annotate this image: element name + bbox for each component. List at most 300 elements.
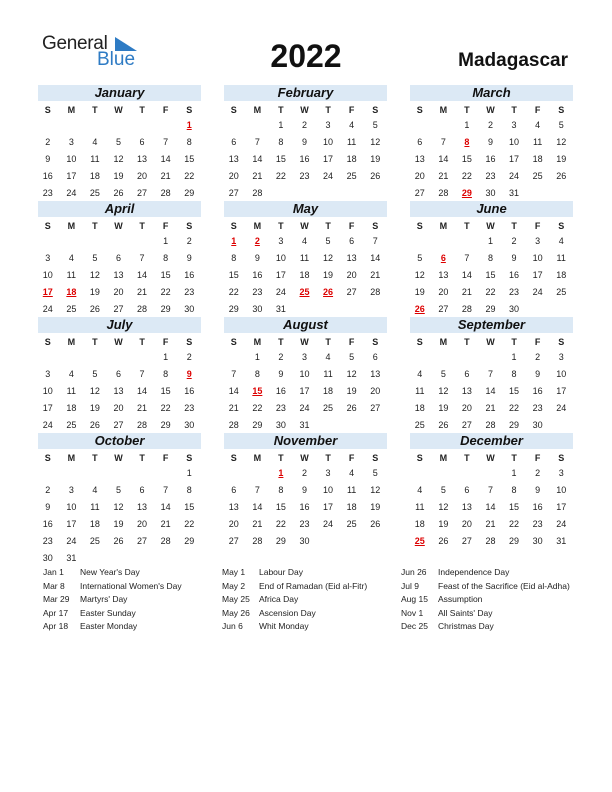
holiday-name: Feast of the Sacrifice (Eid al-Adha) xyxy=(438,580,570,591)
date-cell: 4 xyxy=(92,485,98,495)
holiday-date-label: Apr 18 xyxy=(43,621,69,632)
holiday-name: New Year's Day xyxy=(80,567,140,577)
holiday-item xyxy=(401,620,570,634)
holiday-date: 25 xyxy=(414,536,425,546)
date-cell: 2 xyxy=(186,352,192,362)
date-cell: 31 xyxy=(275,304,286,314)
date-cell: 22 xyxy=(184,171,195,181)
date-cell: 22 xyxy=(509,403,520,413)
weekday-label: F xyxy=(162,337,169,347)
holiday-name: Easter Monday xyxy=(80,621,138,632)
date-cell: 25 xyxy=(532,171,543,181)
date-cell: 29 xyxy=(228,304,239,314)
date-cell: 3 xyxy=(325,468,331,478)
date-cell: 17 xyxy=(42,403,53,413)
weekday-label: S xyxy=(558,337,565,347)
month-name: August xyxy=(224,317,387,333)
date-cell: 19 xyxy=(89,287,100,297)
holiday-date-label: May 26 xyxy=(222,607,250,618)
date-cell: 18 xyxy=(532,154,543,164)
date-cell: 8 xyxy=(511,369,517,379)
month-march xyxy=(410,85,573,202)
holiday-date-label: May 1 xyxy=(222,567,246,577)
date-cell: 24 xyxy=(66,536,77,546)
empty-cell xyxy=(83,349,107,366)
date-cell: 4 xyxy=(349,468,355,478)
empty-cell xyxy=(83,117,107,134)
weekday-label: T xyxy=(464,105,470,115)
empty-cell xyxy=(222,117,246,134)
holiday-name: Easter Sunday xyxy=(80,607,136,618)
weekday-label: M xyxy=(67,221,76,231)
empty-cell xyxy=(408,117,432,134)
date-cell: 2 xyxy=(45,485,51,495)
date-cell: 20 xyxy=(228,171,239,181)
date-cell: 5 xyxy=(372,120,378,130)
date-cell: 19 xyxy=(370,502,381,512)
month-october xyxy=(38,433,201,567)
holiday-name: End of Ramadan (Eid al-Fitr) xyxy=(259,580,368,591)
weekday-label: T xyxy=(92,221,98,231)
date-cell: 23 xyxy=(532,519,543,529)
weekday-label: W xyxy=(486,453,495,463)
weekday-label: M xyxy=(439,105,448,115)
month-july xyxy=(38,317,201,451)
date-cell: 11 xyxy=(415,502,425,512)
month-february xyxy=(224,85,387,202)
date-cell: 9 xyxy=(535,485,541,495)
date-cell: 7 xyxy=(254,485,260,495)
date-cell: 4 xyxy=(301,236,307,246)
weekday-label: W xyxy=(114,105,123,115)
date-cell: 30 xyxy=(42,553,53,563)
holiday-date: 2 xyxy=(254,236,260,246)
date-cell: 20 xyxy=(137,171,148,181)
date-cell: 24 xyxy=(66,188,77,198)
date-cell: 7 xyxy=(254,137,260,147)
date-cell: 25 xyxy=(346,171,357,181)
date-cell: 27 xyxy=(137,188,148,198)
empty-cell xyxy=(107,117,131,134)
date-cell: 8 xyxy=(163,369,169,379)
date-cell: 2 xyxy=(278,352,284,362)
date-cell: 3 xyxy=(45,369,51,379)
date-cell: 20 xyxy=(113,403,124,413)
date-cell: 6 xyxy=(231,137,237,147)
date-cell: 2 xyxy=(535,468,541,478)
date-cell: 27 xyxy=(461,420,472,430)
date-cell: 16 xyxy=(275,386,286,396)
date-cell: 21 xyxy=(370,270,381,280)
date-cell: 9 xyxy=(45,502,51,512)
date-cell: 17 xyxy=(299,386,310,396)
date-cell: 17 xyxy=(323,154,334,164)
weekday-label: F xyxy=(348,337,355,347)
date-cell: 12 xyxy=(89,386,100,396)
date-cell: 10 xyxy=(532,253,543,263)
date-cell: 20 xyxy=(461,403,472,413)
date-cell: 16 xyxy=(299,502,310,512)
date-cell: 21 xyxy=(160,171,171,181)
holiday-column xyxy=(401,566,570,634)
weekday-label: S xyxy=(44,105,51,115)
weekday-label: S xyxy=(44,337,51,347)
date-cell: 26 xyxy=(89,304,100,314)
empty-cell xyxy=(222,349,246,366)
date-cell: 21 xyxy=(160,519,171,529)
date-cell: 27 xyxy=(461,536,472,546)
date-cell: 14 xyxy=(160,154,171,164)
date-cell: 31 xyxy=(66,553,77,563)
weekday-label: S xyxy=(186,221,193,231)
date-cell: 10 xyxy=(509,137,520,147)
date-cell: 28 xyxy=(160,536,171,546)
date-cell: 5 xyxy=(325,236,331,246)
date-cell: 16 xyxy=(42,519,53,529)
empty-cell xyxy=(154,465,178,482)
weekday-label: W xyxy=(300,221,309,231)
empty-cell xyxy=(432,117,456,134)
holiday-name: Whit Monday xyxy=(259,621,309,632)
date-cell: 2 xyxy=(45,137,51,147)
month-june xyxy=(410,201,573,318)
weekday-label: S xyxy=(416,453,423,463)
date-cell: 12 xyxy=(89,270,100,280)
holiday-date: 1 xyxy=(186,120,192,130)
date-cell: 13 xyxy=(438,270,449,280)
date-cell: 18 xyxy=(299,270,310,280)
date-cell: 13 xyxy=(228,154,239,164)
date-cell: 11 xyxy=(90,154,100,164)
date-cell: 6 xyxy=(115,369,121,379)
holiday-column xyxy=(222,566,367,634)
date-cell: 22 xyxy=(160,403,171,413)
empty-cell xyxy=(479,465,503,482)
weekday-label: S xyxy=(186,453,193,463)
date-cell: 10 xyxy=(323,137,334,147)
holiday-date-label: Nov 1 xyxy=(401,607,424,618)
weekday-label: W xyxy=(486,221,495,231)
holiday-date: 26 xyxy=(323,287,334,297)
date-cell: 29 xyxy=(275,536,286,546)
date-cell: 15 xyxy=(485,270,496,280)
weekday-label: T xyxy=(278,105,284,115)
date-cell: 20 xyxy=(438,287,449,297)
date-cell: 30 xyxy=(252,304,263,314)
date-cell: 24 xyxy=(556,519,567,529)
date-cell: 11 xyxy=(323,369,333,379)
date-cell: 29 xyxy=(160,304,171,314)
date-cell: 25 xyxy=(89,536,100,546)
weekday-label: T xyxy=(511,105,517,115)
logo-text-blue: Blue xyxy=(97,49,136,70)
date-cell: 2 xyxy=(535,352,541,362)
weekday-label: W xyxy=(486,105,495,115)
date-cell: 15 xyxy=(184,502,195,512)
date-cell: 25 xyxy=(66,304,77,314)
date-cell: 5 xyxy=(115,485,121,495)
date-cell: 14 xyxy=(252,154,263,164)
month-name: February xyxy=(224,85,387,101)
date-cell: 28 xyxy=(252,536,263,546)
date-cell: 24 xyxy=(323,171,334,181)
date-cell: 12 xyxy=(438,386,449,396)
empty-cell xyxy=(432,349,456,366)
date-cell: 10 xyxy=(66,154,77,164)
empty-cell xyxy=(432,233,456,250)
date-cell: 30 xyxy=(509,304,520,314)
empty-cell xyxy=(107,233,131,250)
holiday-date: 6 xyxy=(440,253,446,263)
date-cell: 12 xyxy=(346,369,357,379)
holiday-item xyxy=(43,593,182,607)
weekday-label: W xyxy=(300,105,309,115)
date-cell: 11 xyxy=(66,386,77,396)
empty-cell xyxy=(154,117,178,134)
holiday-date-label: May 2 xyxy=(222,580,246,591)
weekday-label: M xyxy=(67,105,76,115)
month-january xyxy=(38,85,201,219)
date-cell: 4 xyxy=(349,120,355,130)
date-cell: 13 xyxy=(414,154,425,164)
date-cell: 12 xyxy=(414,270,425,280)
date-cell: 26 xyxy=(370,171,381,181)
date-cell: 1 xyxy=(487,236,493,246)
date-cell: 3 xyxy=(511,120,517,130)
weekday-label: S xyxy=(230,453,237,463)
date-cell: 18 xyxy=(89,171,100,181)
empty-cell xyxy=(455,349,479,366)
country-title: Madagascar xyxy=(458,50,568,71)
weekday-label: T xyxy=(511,453,517,463)
weekday-label: F xyxy=(534,105,541,115)
weekday-label: T xyxy=(325,337,331,347)
date-cell: 15 xyxy=(160,386,171,396)
empty-cell xyxy=(408,465,432,482)
date-cell: 16 xyxy=(42,171,53,181)
weekday-label: T xyxy=(278,221,284,231)
date-cell: 21 xyxy=(485,403,496,413)
date-cell: 23 xyxy=(299,171,310,181)
date-cell: 2 xyxy=(186,236,192,246)
date-cell: 22 xyxy=(275,171,286,181)
date-cell: 4 xyxy=(535,120,541,130)
holiday-item xyxy=(222,593,367,607)
date-cell: 19 xyxy=(113,519,124,529)
weekday-label: F xyxy=(162,453,169,463)
holiday-date-label: Jun 6 xyxy=(222,621,243,632)
weekday-label: S xyxy=(416,105,423,115)
weekday-label: T xyxy=(511,337,517,347)
date-cell: 28 xyxy=(370,287,381,297)
holiday-item xyxy=(222,580,367,594)
date-cell: 23 xyxy=(42,536,53,546)
date-cell: 5 xyxy=(372,468,378,478)
weekday-label: T xyxy=(139,337,145,347)
date-cell: 20 xyxy=(370,386,381,396)
date-cell: 5 xyxy=(115,137,121,147)
date-cell: 13 xyxy=(137,154,148,164)
date-cell: 8 xyxy=(487,253,493,263)
date-cell: 13 xyxy=(461,502,472,512)
holiday-item xyxy=(222,566,367,580)
date-cell: 1 xyxy=(511,468,517,478)
date-cell: 21 xyxy=(137,403,148,413)
weekday-label: T xyxy=(92,105,98,115)
empty-cell xyxy=(60,349,84,366)
date-cell: 2 xyxy=(301,468,307,478)
weekday-label: W xyxy=(300,337,309,347)
date-cell: 18 xyxy=(346,154,357,164)
date-cell: 7 xyxy=(139,253,145,263)
date-cell: 6 xyxy=(139,485,145,495)
date-cell: 8 xyxy=(186,485,192,495)
weekday-label: S xyxy=(558,105,565,115)
date-cell: 27 xyxy=(438,304,449,314)
date-cell: 3 xyxy=(45,253,51,263)
date-cell: 18 xyxy=(89,519,100,529)
holiday-date-label: Aug 15 xyxy=(401,594,428,605)
date-cell: 7 xyxy=(487,485,493,495)
holiday-item xyxy=(401,607,570,621)
weekday-label: M xyxy=(439,453,448,463)
date-cell: 13 xyxy=(461,386,472,396)
date-cell: 23 xyxy=(252,287,263,297)
date-cell: 19 xyxy=(438,519,449,529)
empty-cell xyxy=(36,465,60,482)
date-cell: 4 xyxy=(558,236,564,246)
date-cell: 14 xyxy=(228,386,239,396)
date-cell: 9 xyxy=(511,253,517,263)
empty-cell xyxy=(36,233,60,250)
date-cell: 16 xyxy=(532,502,543,512)
date-cell: 24 xyxy=(532,287,543,297)
holiday-item xyxy=(401,580,570,594)
date-cell: 25 xyxy=(89,188,100,198)
weekday-label: M xyxy=(67,453,76,463)
date-cell: 16 xyxy=(184,270,195,280)
date-cell: 29 xyxy=(485,304,496,314)
month-may xyxy=(224,201,387,318)
date-cell: 9 xyxy=(254,253,260,263)
holiday-date-label: May 25 xyxy=(222,594,250,605)
date-cell: 11 xyxy=(66,270,77,280)
weekday-label: M xyxy=(67,337,76,347)
date-cell: 23 xyxy=(299,519,310,529)
date-cell: 4 xyxy=(417,369,423,379)
empty-cell xyxy=(222,465,246,482)
date-cell: 25 xyxy=(556,287,567,297)
date-cell: 27 xyxy=(113,304,124,314)
date-cell: 9 xyxy=(45,154,51,164)
holiday-date: 8 xyxy=(464,137,470,147)
date-cell: 17 xyxy=(66,519,77,529)
weekday-label: T xyxy=(511,221,517,231)
date-cell: 3 xyxy=(68,137,74,147)
weekday-label: S xyxy=(558,453,565,463)
date-cell: 12 xyxy=(370,485,381,495)
date-cell: 7 xyxy=(487,369,493,379)
date-cell: 8 xyxy=(163,253,169,263)
date-cell: 29 xyxy=(509,420,520,430)
date-cell: 16 xyxy=(299,154,310,164)
empty-cell xyxy=(130,465,154,482)
weekday-label: F xyxy=(534,453,541,463)
date-cell: 9 xyxy=(487,137,493,147)
month-name: November xyxy=(224,433,387,449)
weekday-label: T xyxy=(464,221,470,231)
date-cell: 24 xyxy=(299,403,310,413)
date-cell: 16 xyxy=(485,154,496,164)
date-cell: 20 xyxy=(228,519,239,529)
date-cell: 22 xyxy=(275,519,286,529)
date-cell: 23 xyxy=(184,403,195,413)
date-cell: 22 xyxy=(184,519,195,529)
empty-cell xyxy=(408,349,432,366)
weekday-label: T xyxy=(325,221,331,231)
date-cell: 1 xyxy=(278,120,284,130)
date-cell: 6 xyxy=(464,369,470,379)
date-cell: 15 xyxy=(509,502,520,512)
date-cell: 18 xyxy=(414,519,425,529)
date-cell: 12 xyxy=(556,137,567,147)
empty-cell xyxy=(246,465,270,482)
weekday-label: M xyxy=(439,221,448,231)
holiday-date: 29 xyxy=(461,188,472,198)
date-cell: 5 xyxy=(92,369,98,379)
date-cell: 14 xyxy=(438,154,449,164)
date-cell: 19 xyxy=(414,287,425,297)
empty-cell xyxy=(130,117,154,134)
date-cell: 18 xyxy=(414,403,425,413)
holiday-name: Africa Day xyxy=(259,594,299,605)
weekday-label: S xyxy=(186,105,193,115)
date-cell: 30 xyxy=(485,188,496,198)
date-cell: 13 xyxy=(113,386,124,396)
date-cell: 3 xyxy=(301,352,307,362)
date-cell: 7 xyxy=(163,485,169,495)
date-cell: 21 xyxy=(228,403,239,413)
holiday-name: Assumption xyxy=(438,594,483,605)
weekday-label: M xyxy=(253,453,262,463)
date-cell: 21 xyxy=(438,171,449,181)
date-cell: 12 xyxy=(438,502,449,512)
date-cell: 24 xyxy=(42,420,53,430)
date-cell: 1 xyxy=(186,468,192,478)
date-cell: 28 xyxy=(160,188,171,198)
date-cell: 7 xyxy=(163,137,169,147)
date-cell: 26 xyxy=(370,519,381,529)
date-cell: 15 xyxy=(461,154,472,164)
date-cell: 14 xyxy=(485,386,496,396)
date-cell: 15 xyxy=(275,502,286,512)
date-cell: 7 xyxy=(440,137,446,147)
date-cell: 30 xyxy=(184,304,195,314)
weekday-label: S xyxy=(44,221,51,231)
date-cell: 13 xyxy=(228,502,239,512)
holiday-name: International Women's Day xyxy=(80,580,182,591)
date-cell: 19 xyxy=(370,154,381,164)
date-cell: 14 xyxy=(461,270,472,280)
date-cell: 8 xyxy=(254,369,260,379)
empty-cell xyxy=(83,233,107,250)
date-cell: 5 xyxy=(558,120,564,130)
month-name: September xyxy=(410,317,573,333)
date-cell: 6 xyxy=(115,253,121,263)
holiday-date-label: Jun 26 xyxy=(401,567,427,577)
weekday-label: T xyxy=(325,453,331,463)
holiday-name: All Saints' Day xyxy=(438,607,493,618)
